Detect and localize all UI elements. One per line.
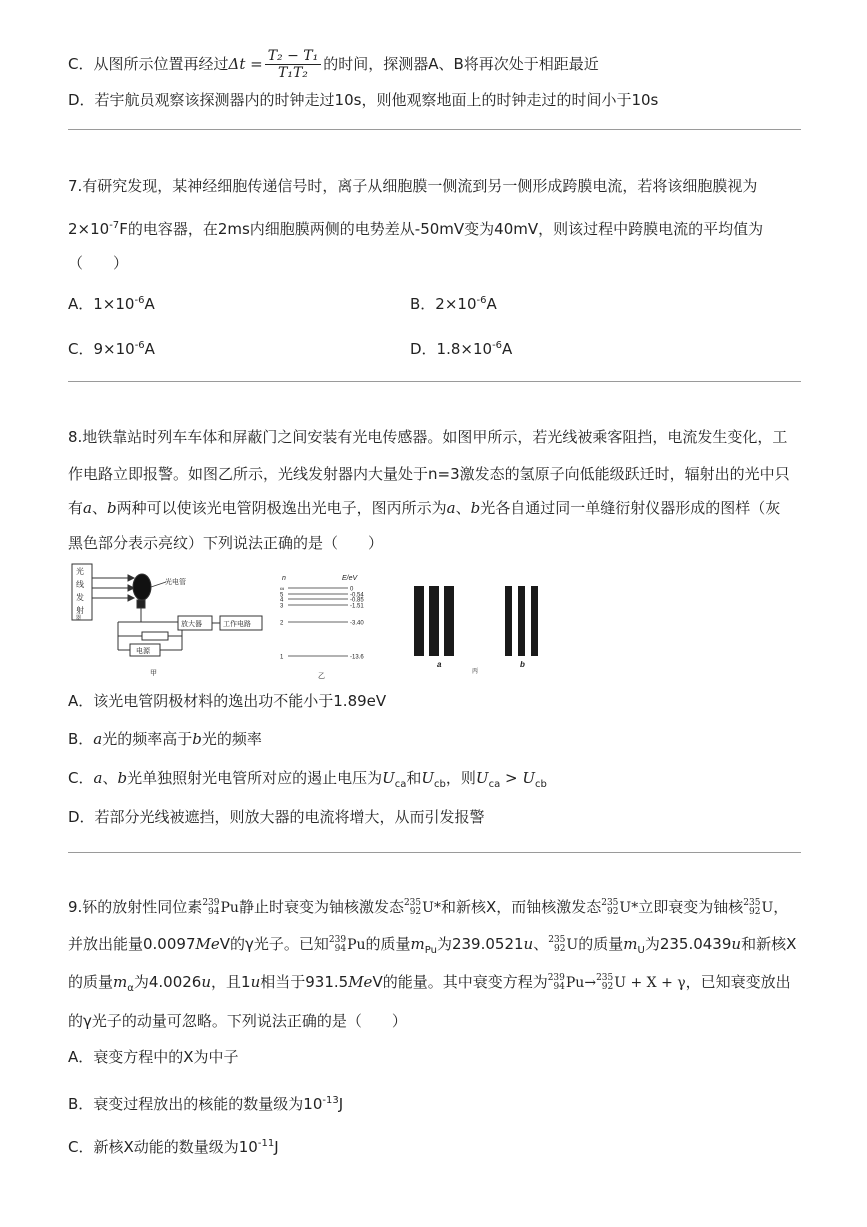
divider xyxy=(68,381,801,382)
q6-option-d: D．若宇航员观察该探测器内的时钟走过10s，则他观察地面上的时钟走过的时间小于10s xyxy=(68,91,659,109)
fraction: $\frac{\text{T₂ − T₁}}{\text{T₁T₂}}$ xyxy=(265,48,322,81)
energy-level-e: -3.40 xyxy=(350,620,364,627)
q7-stem-line2: $2\times 10^{-7}F$的电容器，在2ms内细胞膜两侧的电势差从-50mV变为40mV，则该过程中跨膜电流的平均值为 xyxy=(68,220,764,238)
q7-option-d: D．$1.8\times 10^{-6}A$ xyxy=(410,340,513,358)
svg-text:n: n xyxy=(282,575,286,582)
phototube-label: 光电管 xyxy=(165,579,186,586)
fringe-a-2 xyxy=(429,586,439,656)
energy-level-e: -0.85 xyxy=(350,597,364,604)
energy-level-e: -1.51 xyxy=(350,603,364,610)
q9-option-b: B．衰变过程放出的核能的数量级为$10^{-13}J$ xyxy=(68,1095,344,1113)
q7-stem-line1: 7.有研究发现，某神经细胞传递信号时，离子从细胞膜一侧流到另一侧形成跨膜电流，若将该细胞膜视为 xyxy=(68,177,758,195)
q9-stem-line4: 的γ光子的动量可忽略。下列说法正确的是（ ） xyxy=(68,1012,407,1030)
energy-level-n: 5 xyxy=(280,592,284,599)
q8-option-c: C．a、b光单独照射光电管所对应的遏止电压为$U_{ca}$和$U_{cb}$，则$U_{ca} > U_{cb}$ xyxy=(68,769,547,790)
divider xyxy=(68,129,801,130)
svg-text:器: 器 xyxy=(76,615,82,621)
svg-text:发: 发 xyxy=(76,593,84,602)
pattern-a-label: a xyxy=(437,660,442,669)
q7-option-a: A．$1\times 10^{-6}A$ xyxy=(68,295,155,313)
q7-stem-line3: （ ） xyxy=(68,254,129,272)
q8-figure xyxy=(70,560,560,682)
energy-level-e: -13.6 xyxy=(350,654,364,661)
svg-text:光: 光 xyxy=(76,567,84,576)
q8-option-b: B．a光的频率高于b光的频率 xyxy=(68,730,262,748)
q9-option-a: A．衰变方程中的X为中子 xyxy=(68,1048,239,1066)
energy-level-n: 3 xyxy=(280,603,284,610)
q8-stem-line2: 作电路立即报警。如图乙所示，光线发射器内大量处于n=3激发态的氢原子向低能级跃迁时，辐射出的光中只 xyxy=(68,465,790,483)
energy-level-diagram xyxy=(280,575,364,680)
fringe-b-2 xyxy=(518,586,525,656)
work-circuit-label: 工作电路 xyxy=(223,621,251,628)
svg-text:E/eV: E/eV xyxy=(342,575,358,582)
fringe-b-1 xyxy=(505,586,512,656)
q8-option-a: A．该光电管阴极材料的逸出功不能小于1.89eV xyxy=(68,692,387,710)
q9-stem-line2: 并放出能量0.0097MeV的γ光子。已知 239 94 Pu的质量$m_{Pu}$为239.0521u、 235 92 U的质量$m_U$为235.0439u和新核X xyxy=(68,934,797,956)
energy-level-e: -0.54 xyxy=(350,592,364,599)
figure-bing-label: 丙 xyxy=(472,669,479,675)
q8-stem-line1: 8.地铁靠站时列车车体和屏蔽门之间安装有光电传感器。如图甲所示，若光线被乘客阻挡，电流发生变化，工 xyxy=(68,428,788,446)
energy-level-n: 2 xyxy=(280,620,284,627)
resistor xyxy=(142,632,168,640)
fringe-a-3 xyxy=(444,586,454,656)
q6-option-c: C．从图所示位置再经过Δt = $\frac{\text{T₂ − T₁}}{\text{T₁T₂}}$ 的时间，探测器A、B将再次处于相距最近 xyxy=(68,48,599,81)
q8-stem-line4: 黑色部分表示亮纹）下列说法正确的是（ ） xyxy=(68,534,384,552)
q7-option-b: B．$2\times 10^{-6}A$ xyxy=(410,295,497,313)
energy-level-e: 0 xyxy=(350,586,354,593)
figure-yi-label: 乙 xyxy=(318,673,325,680)
q8-stem-line3: 有a、b两种可以使该光电管阴极逸出光电子，图丙所示为a、b光各自通过同一单缝衍射仪器形成的图样（灰 xyxy=(68,499,781,517)
energy-level-n: ∞ xyxy=(280,586,285,593)
q8-option-d: D．若部分光线被遮挡，则放大器的电流将增大，从而引发报警 xyxy=(68,808,485,826)
phototube-icon xyxy=(133,574,151,600)
svg-text:线: 线 xyxy=(76,580,84,589)
figure-jia-label: 甲 xyxy=(150,670,157,677)
svg-text:射: 射 xyxy=(76,606,84,615)
q9-option-c: C．新核X动能的数量级为$10^{-11}J$ xyxy=(68,1138,279,1156)
power-label: 电源 xyxy=(136,648,150,655)
divider xyxy=(68,852,801,853)
amplifier-label: 放大器 xyxy=(181,621,202,628)
energy-level-n: 1 xyxy=(280,654,284,661)
q9-stem-line3: 的质量$m_\alpha$为4.0026u，且1u相当于931.5MeV的能量。其中衰变方程为 239 94 Pu→ 235 92 U + X + γ，已知衰变放出 xyxy=(68,972,791,994)
q9-stem-line1: 9.钚的放射性同位素 239 94 Pu静止时衰变为铀核激发态 235 92 U*和新核X，而铀核激发态 235 92 U*立即衰变为铀核 235 92 U， xyxy=(68,897,789,917)
circuit-diagram xyxy=(72,564,262,656)
energy-level-n: 4 xyxy=(280,597,284,604)
pattern-b-label: b xyxy=(520,660,525,669)
q7-option-c: C．$9\times 10^{-6}A$ xyxy=(68,340,155,358)
fringe-b-3 xyxy=(531,586,538,656)
diffraction-patterns xyxy=(414,586,538,656)
fringe-a-1 xyxy=(414,586,424,656)
